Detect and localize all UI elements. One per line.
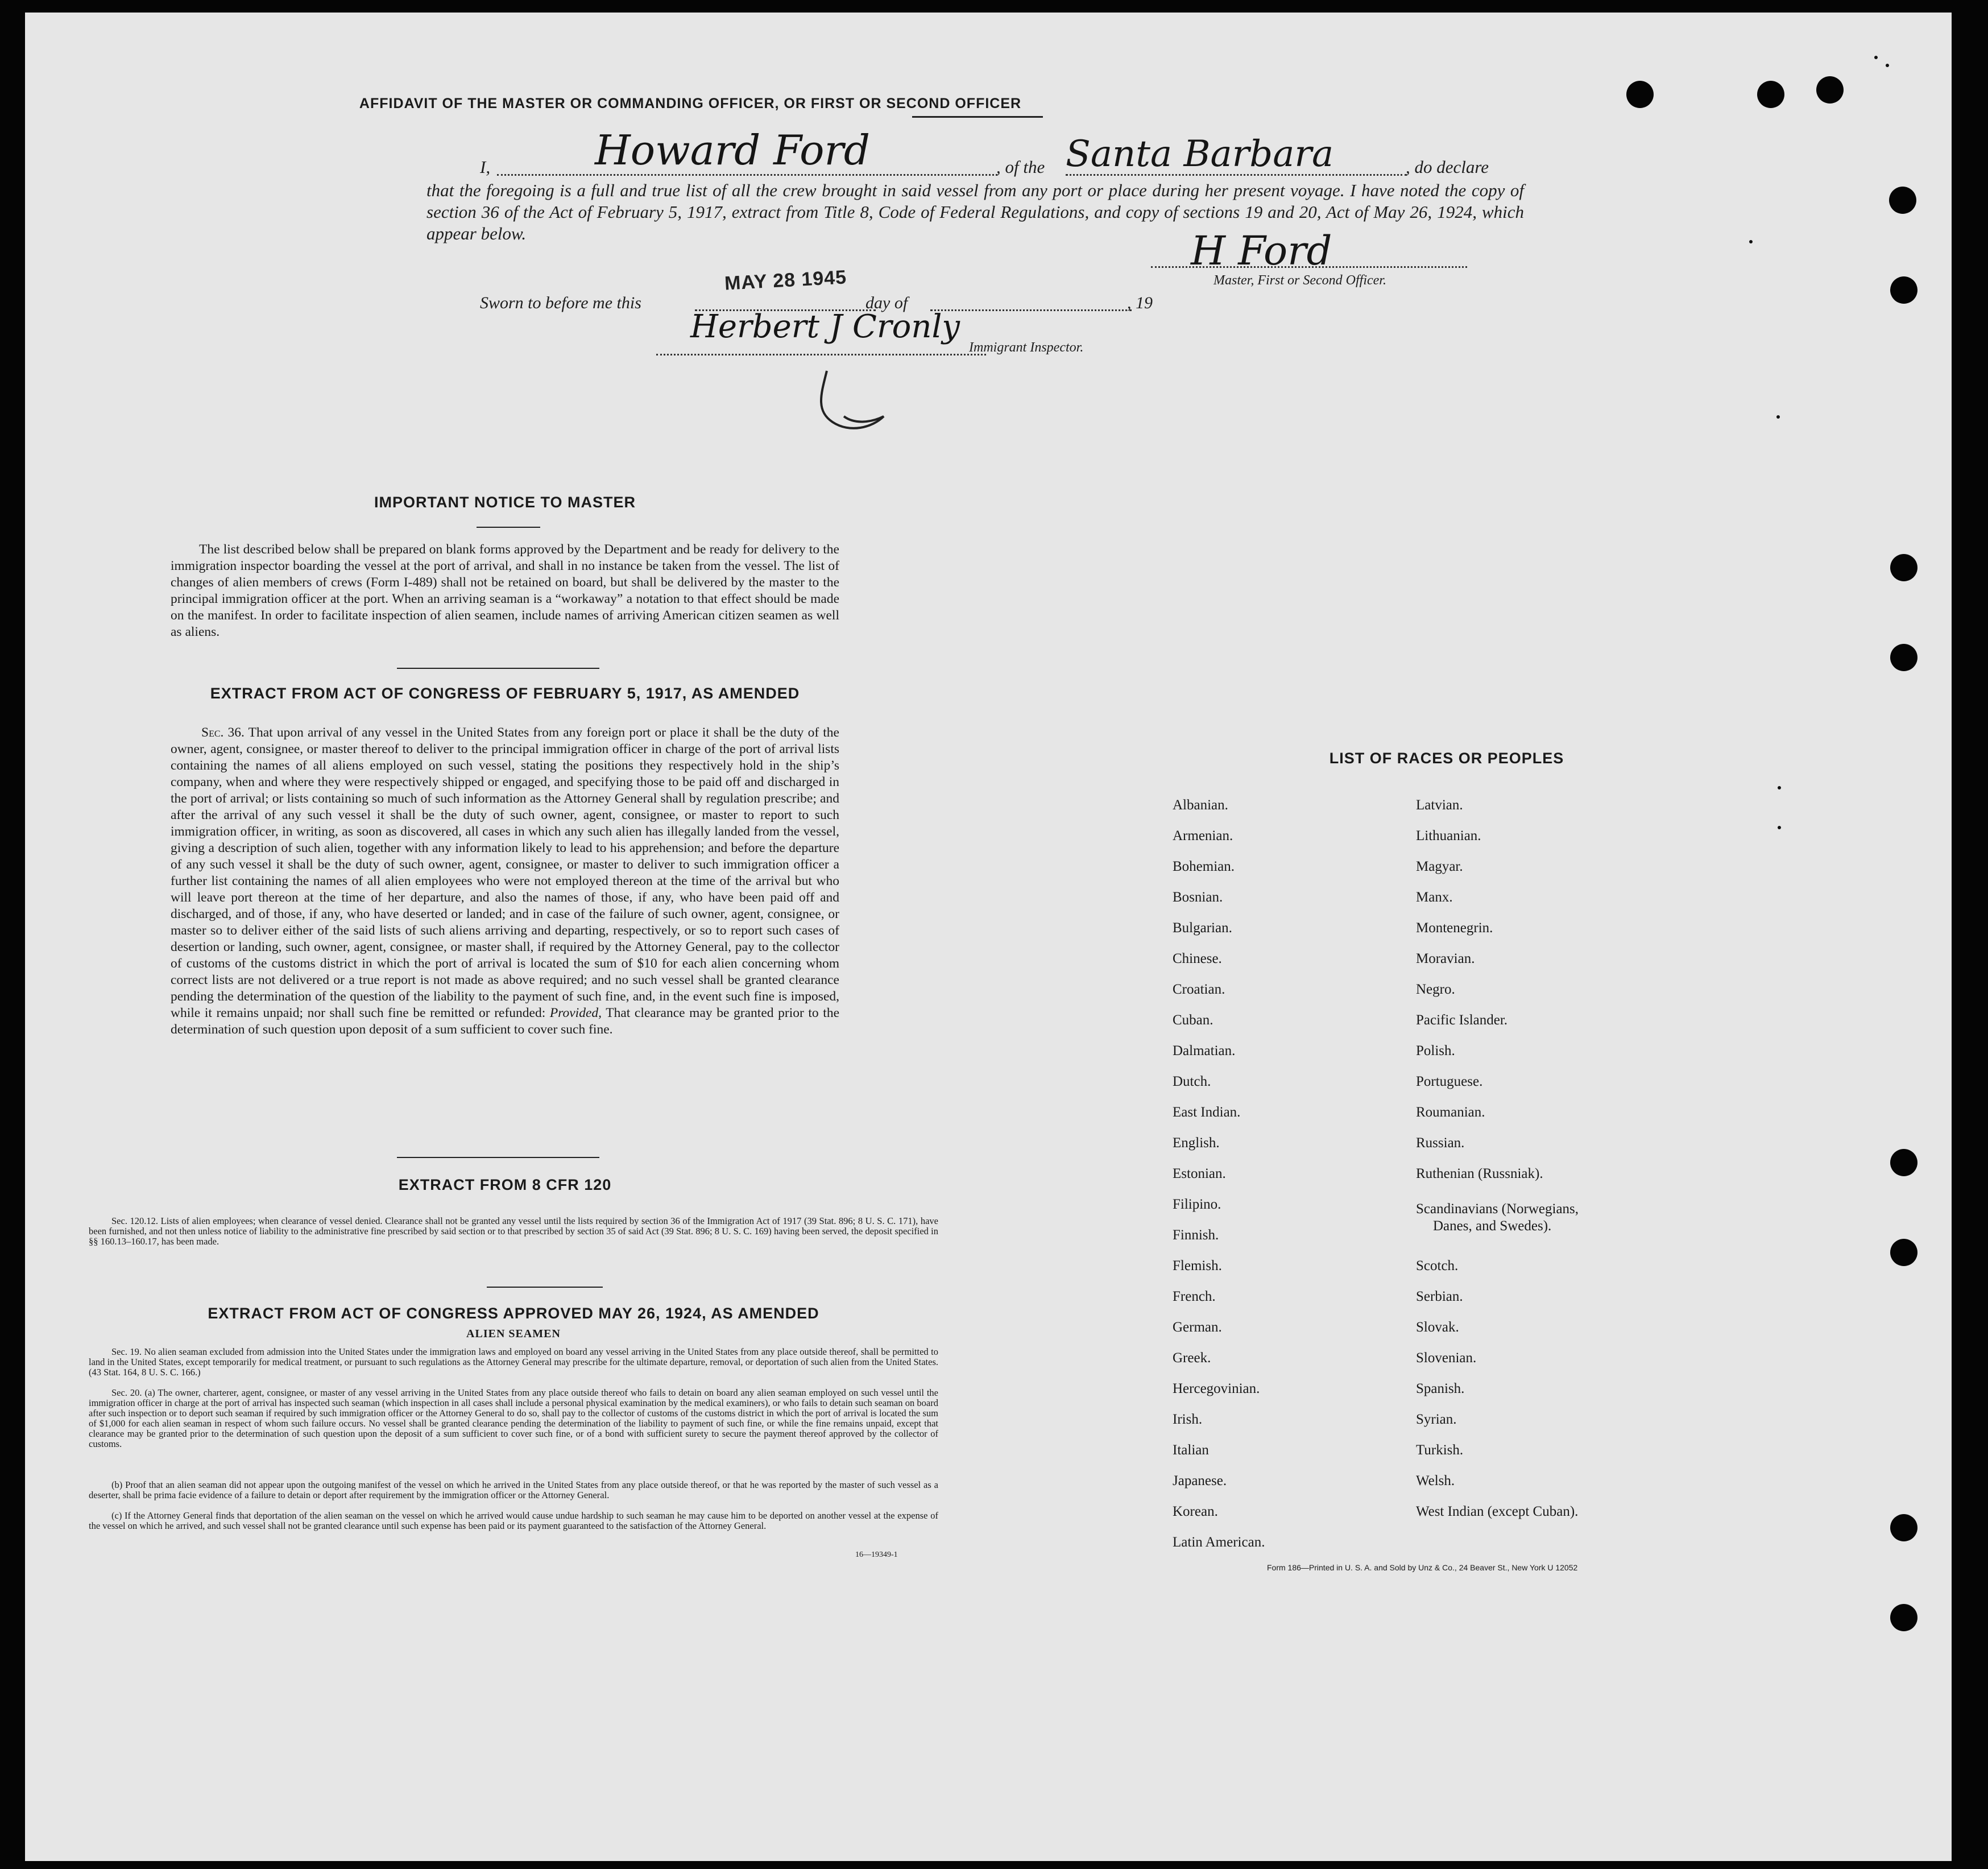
master-caption: Master, First or Second Officer.	[1213, 273, 1386, 288]
race-left: Estonian.	[1173, 1166, 1226, 1181]
race-left: Cuban.	[1173, 1012, 1213, 1028]
extract-1917-text	[171, 725, 839, 1038]
provided-label: Provided,	[549, 1006, 602, 1020]
day-of-text: day of	[865, 293, 908, 312]
race-right: Magyar.	[1416, 859, 1463, 874]
race-right: Danes, and Swedes).	[1433, 1218, 1552, 1234]
race-left: Bohemian.	[1173, 859, 1235, 874]
race-right: Serbian.	[1416, 1289, 1463, 1304]
affidavit-do-declare: , do declare	[1406, 157, 1489, 177]
race-right: Montenegrin.	[1416, 920, 1493, 936]
race-left: East Indian.	[1173, 1105, 1241, 1120]
sec36-end: That clearance may be granted prior to the determination of such question upon deposit of a sum sufficient to cover such fine.	[171, 1006, 839, 1037]
extract-1917-title: EXTRACT FROM ACT OF CONGRESS OF FEBRUARY 5, 1917, AS AMENDED	[210, 685, 800, 702]
sec20b-text: (b) Proof that an alien seaman did not appear upon the outgoing manifest of the vessel on which he arrived in the United States from any place outside thereof, or that he was reported by the master of such vessel as a deserter, shall be prima facie evidence of a failure to detain or deport after requirement by the immigration officer or the Attorney General.	[89, 1479, 938, 1500]
race-right: Syrian.	[1416, 1412, 1457, 1427]
race-right: Polish.	[1416, 1043, 1455, 1058]
punch-hole	[1890, 1514, 1917, 1541]
race-left: Finnish.	[1173, 1227, 1219, 1243]
sec20c-text: (c) If the Attorney General finds that deportation of the alien seaman on the vessel on which he arrived would cause undue hardship to such seaman he may cause him to be deported on another vessel at the expense of the vessel on which he arrived, and such vessel shall not be granted clearance until such expense has been paid or its payment guaranteed to the satisfaction of the Attorney General.	[89, 1510, 938, 1531]
race-left: Latin American.	[1173, 1535, 1265, 1550]
race-right: Manx.	[1416, 890, 1453, 905]
race-left: Chinese.	[1173, 951, 1222, 966]
form-page	[25, 13, 1952, 1861]
race-left: Japanese.	[1173, 1473, 1227, 1488]
race-left: Hercegovinian.	[1173, 1381, 1260, 1396]
race-right: Slovenian.	[1416, 1350, 1477, 1366]
race-left: Dalmatian.	[1173, 1043, 1236, 1058]
sec36-label: Sec. 36.	[201, 725, 245, 740]
notice-text: The list described below shall be prepared on blank forms approved by the Department and be ready for delivery to the immigration inspector boarding the vessel at the port of arrival, and shall in no instance be taken from the vessel. The list of changes of alien members of crews (Form I-489) shall not be retained on board, but shall be delivered by the master to the principal immigration officer at the port. When an arriving seaman is a “workaway” a notation to that effect should be made on the manifest. In order to facilitate inspection of alien seamen, include names of arriving American citizen seamen as well as aliens.	[171, 542, 839, 639]
sec20a-text: Sec. 20. (a) The owner, charterer, agent, consignee, or master of any vessel arriving in the United States from any place outside thereof who fails to detain on board any alien seaman employed on such vessel until the immigration officer in charge at the port of arrival has inspected such seaman (which inspection in all cases shall include a personal physical examination by the medical examiners), or who fails to detain such seaman on board after such inspection or to deport such seaman if required by such immigration officer or the Attorney General to do so, shall pay to the collector of customs of the customs district in which the port of arrival is located the sum of $1,000 for each alien seaman in respect of whom such failure occurs. No vessel shall be granted clearance pending the determination of the liability to payment of such fine, or while the fine remains unpaid, except that clearance may be granted prior to the determination of such question upon the deposit of a sum sufficient to cover such fine, or of a bond with sufficient surety to secure the payment thereof approved by the collector of customs.	[89, 1387, 938, 1449]
notice-title: IMPORTANT NOTICE TO MASTER	[374, 494, 636, 511]
race-right: Welsh.	[1416, 1473, 1455, 1488]
extract-1924-title: EXTRACT FROM ACT OF CONGRESS APPROVED MAY 26, 1924, AS AMENDED	[208, 1305, 819, 1322]
race-left: Irish.	[1173, 1412, 1203, 1427]
race-right: West Indian (except Cuban).	[1416, 1504, 1579, 1519]
race-left: Italian	[1173, 1442, 1209, 1458]
extract-1924-subtitle: ALIEN SEAMEN	[466, 1328, 561, 1340]
punch-hole	[1889, 187, 1916, 214]
form-number-left: 16—19349-1	[855, 1550, 898, 1559]
race-left: Bulgarian.	[1173, 920, 1232, 936]
race-left: Korean.	[1173, 1504, 1218, 1519]
race-right: Slovak.	[1416, 1320, 1459, 1335]
extract-cfr-text: Sec. 120.12. Lists of alien employees; when clearance of vessel denied. Clearance shall not be granted any vessel until the lists required by section 36 of the Immigration Act of 1917 (39 Stat. 896; 8 U. S. C. 171), have been furnished, and not then unless notice of liability to the administrative fine prescribed by said section or to that prescribed by section 35 of said Act (39 Stat. 896; 8 U. S. C. 169) having been served, the deposit specified in §§ 160.13–160.17, has been made.	[89, 1215, 938, 1247]
race-right: Lithuanian.	[1416, 828, 1481, 843]
sec19-text: Sec. 19. No alien seaman excluded from admission into the United States under the immigration laws and employed on board any vessel arriving in the United States from any place outside thereof, shall be permitted to land in the United States, except temporarily for medical treatment, or pursuant to such regulations as the Attorney General may prescribe for the ultimate departure, removal, or deportation of such alien from the United States. (43 Stat. 164, 8 U. S. C. 166.)	[89, 1346, 938, 1378]
sec36-body: That upon arrival of any vessel in the United States from any foreign port or place it shall be the duty of the owner, agent, consignee, or master thereof to deliver to the principal immigration officer in charge of the port of arrival lists containing the names of all aliens employed on such vessel, stating the positions they respectively hold in the ship’s company, when and where they were respectively shipped or engaged, and specifying those to be paid off and discharged in the port of arrival; or lists containing so much of such information as the Attorney General shall by regulation prescribe; and after the arrival of any such vessel it shall be the duty of such owner, agent, consignee, or master to report to such immigration officer, in writing, as soon as discovered, all cases in which any such alien has illegally landed from the vessel, giving a description of such alien, together with any information likely to lead to his apprehension; and before the departure of any such vessel it shall be the duty of such owner, agent, consignee, or master to deliver to such immigration officer a further list containing the names of all alien employees who were not employed thereon at the time of the arrival but who will leave port thereon at the time of her departure, and also the names of those, if any, who have been paid off and discharged, and of those, if any, who have deserted or landed; and in case of the failure of such owner, agent, consignee, or master so to deliver either of the said lists of such aliens arriving and departing, respectively, or so to report such cases of desertion or landing, such owner, agent, consignee, or master shall, if required by the Attorney General, pay to the collector of customs of the customs district in which the port of arrival is located the sum of $10 for each alien concerning whom correct lists are not delivered or a true report is not made as above required; and no such vessel shall be granted clearance pending the determination of the question of the liability to the payment of such fine, and, in the event such fine is imposed, while it remains unpaid; nor shall such fine be remitted or refunded:	[171, 725, 839, 1020]
race-left: English.	[1173, 1135, 1220, 1151]
year-text: , 19	[1127, 293, 1153, 312]
punch-hole	[1626, 81, 1654, 108]
punch-hole	[1816, 76, 1844, 104]
race-left: Greek.	[1173, 1350, 1211, 1366]
race-left: Albanian.	[1173, 797, 1228, 813]
form-footer: Form 186—Printed in U. S. A. and Sold by Unz & Co., 24 Beaver St., New York U 12052	[1267, 1563, 1578, 1572]
race-right: Spanish.	[1416, 1381, 1465, 1396]
race-left: Bosnian.	[1173, 890, 1223, 905]
punch-hole	[1890, 1604, 1917, 1631]
race-left: Filipino.	[1173, 1197, 1221, 1212]
race-right: Pacific Islander.	[1416, 1012, 1508, 1028]
inspector-signature: Herbert J Cronly	[690, 308, 960, 345]
master-name-handwriting: Howard Ford	[595, 126, 870, 174]
race-left: French.	[1173, 1289, 1216, 1304]
race-right: Scandinavians (Norwegians,	[1416, 1201, 1579, 1217]
date-stamp: MAY 28 1945	[724, 266, 847, 295]
punch-hole	[1890, 554, 1917, 581]
race-right: Roumanian.	[1416, 1105, 1485, 1120]
race-left: Armenian.	[1173, 828, 1233, 843]
affidavit-paragraph: that the foregoing is a full and true list of all the crew brought in said vessel from any port or place during her present voyage. I have noted the copy of section 36 of the Act of February 5, 1917, extract from Title 8, Code of Federal Regulations, and copy of sections 19 and 20, Act of May 26, 1924, which appear below.	[426, 180, 1524, 243]
race-right: Russian.	[1416, 1135, 1465, 1151]
race-left: Dutch.	[1173, 1074, 1211, 1089]
punch-hole	[1890, 276, 1917, 304]
affidavit-of-the: , of the	[996, 157, 1045, 177]
race-right: Ruthenian (Russniak).	[1416, 1166, 1543, 1181]
punch-hole	[1890, 1239, 1917, 1266]
signature-flourish	[810, 359, 901, 450]
sworn-text: Sworn to before me this	[480, 293, 641, 312]
inspector-caption: Immigrant Inspector.	[969, 340, 1084, 355]
race-right: Latvian.	[1416, 797, 1463, 813]
punch-hole	[1890, 1149, 1917, 1176]
race-right: Scotch.	[1416, 1258, 1459, 1273]
races-title: LIST OF RACES OR PEOPLES	[1329, 750, 1564, 767]
affidavit-title: AFFIDAVIT OF THE MASTER OR COMMANDING OFFICER, OR FIRST OR SECOND OFFICER	[359, 96, 1022, 111]
race-left: German.	[1173, 1320, 1222, 1335]
race-right: Negro.	[1416, 982, 1455, 997]
affidavit-i: I,	[480, 157, 491, 177]
vessel-name-handwriting: Santa Barbara	[1066, 133, 1334, 175]
race-right: Moravian.	[1416, 951, 1475, 966]
race-left: Flemish.	[1173, 1258, 1222, 1273]
punch-hole	[1757, 81, 1784, 108]
extract-cfr-title: EXTRACT FROM 8 CFR 120	[398, 1176, 612, 1193]
race-right: Portuguese.	[1416, 1074, 1483, 1089]
punch-hole	[1890, 644, 1917, 671]
race-left: Croatian.	[1173, 982, 1225, 997]
master-signature: H Ford	[1191, 228, 1332, 274]
race-right: Turkish.	[1416, 1442, 1464, 1458]
